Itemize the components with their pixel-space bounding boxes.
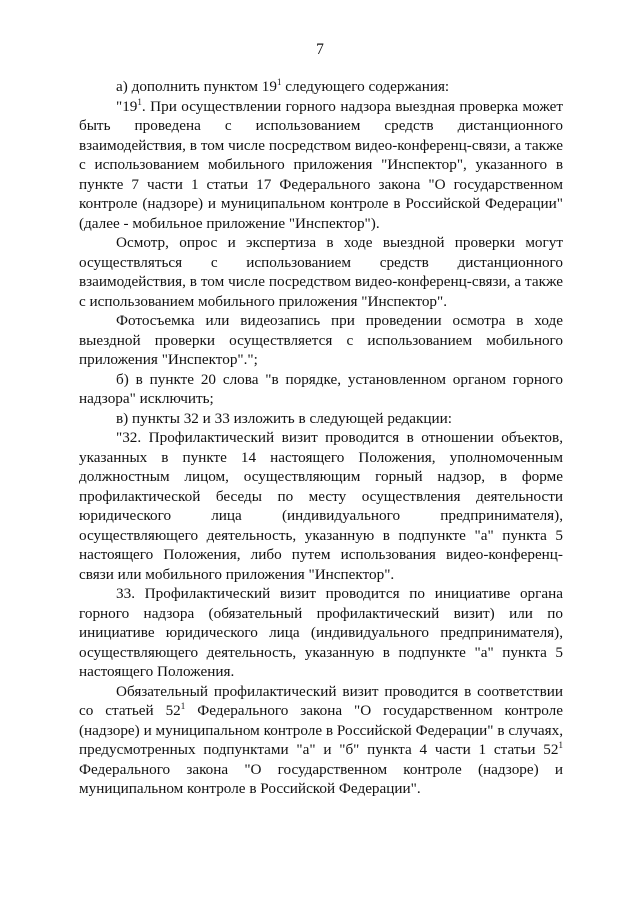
text-run: Осмотр, опрос и экспертиза в ходе выездной проверки могут осуществляться с использованием средств дистанционного взаимодействия, в том числе посредством видео-конференц-связи, а также с использованием мобильного приложения "Инспектор".	[79, 234, 563, 310]
text-run: Федерального закона "О государственном контроле (надзоре) и муниципальном контроле в Российской Федерации".	[79, 760, 563, 797]
text-run: в) пункты 32 и 33 изложить в следующей редакции:	[116, 409, 452, 427]
paragraph-9	[79, 682, 563, 799]
text-run: Федерального закона "О государственном контроле (надзоре) и муниципальном контроле в Российской Федерации" в случаях, предусмотренных подпунктами "а" и "б" пункта 4 части 1 статьи 52	[79, 702, 564, 758]
text-run: а) дополнить пунктом 19	[116, 78, 277, 95]
text-run: "19	[116, 97, 138, 115]
text-run: б) в пункте 20 слова "в порядке, установленном органом горного надзора" исключить;	[79, 370, 563, 407]
text-run: Обязательный профилактический визит проводится в соответствии со статьей 52	[79, 682, 563, 719]
text-run: следующего содержания:	[281, 78, 450, 95]
text-run: "32. Профилактический визит проводится в отношении объектов, указанных в пункте 14 настоящего Положения, уполномоченным должностным лицом, осуществляющим горный надзор, в форме профилактической беседы по месту осуществления деятельности юридического лица (индивидуального предпринимателя), осуществляющего деятельность, указанную в подпункте "а" пункта 5 настоящего Положения, либо путем использования видео-конференц-связи или мобильного приложения "Инспектор".	[79, 429, 563, 583]
paragraph-1	[79, 77, 563, 97]
superscript: 1	[277, 76, 282, 87]
text-run: 33. Профилактический визит проводится по инициативе органа горного надзора (обязательный профилактический визит) или по инициативе юридического лица (индивидуального предпринимателя), осуществляющего деятельность, указанную в подпункте "а" пункта 5 настоящего Положения.	[79, 585, 563, 680]
superscript: 1	[558, 739, 563, 750]
document-body	[79, 77, 563, 799]
paragraph-3	[79, 233, 563, 311]
paragraph-5	[79, 370, 563, 409]
paragraph-6	[79, 409, 563, 429]
text-run: Фотосъемка или видеозапись при проведении осмотра в ходе выездной проверки осуществляется с использованием мобильного приложения "Инспектор".";	[79, 312, 563, 368]
paragraph-8	[79, 584, 563, 682]
superscript: 1	[180, 700, 186, 711]
paragraph-2	[79, 97, 563, 234]
paragraph-7	[79, 428, 563, 584]
page-number: 7	[316, 41, 324, 58]
paragraph-4	[79, 311, 563, 370]
superscript: 1	[137, 96, 142, 107]
text-run: . При осуществлении горного надзора выездная проверка может быть проведена с использованием средств дистанционного взаимодействия, в том числе посредством видео-конференц-связи, а также с использованием мобильного приложения "Инспектор", указанного в пункте 7 части 1 статьи 17 Федерального закона "О государственном контроле (надзоре) и муниципальном контроле в Российской Федерации" (далее - мобильное приложение "Инспектор").	[79, 97, 563, 232]
